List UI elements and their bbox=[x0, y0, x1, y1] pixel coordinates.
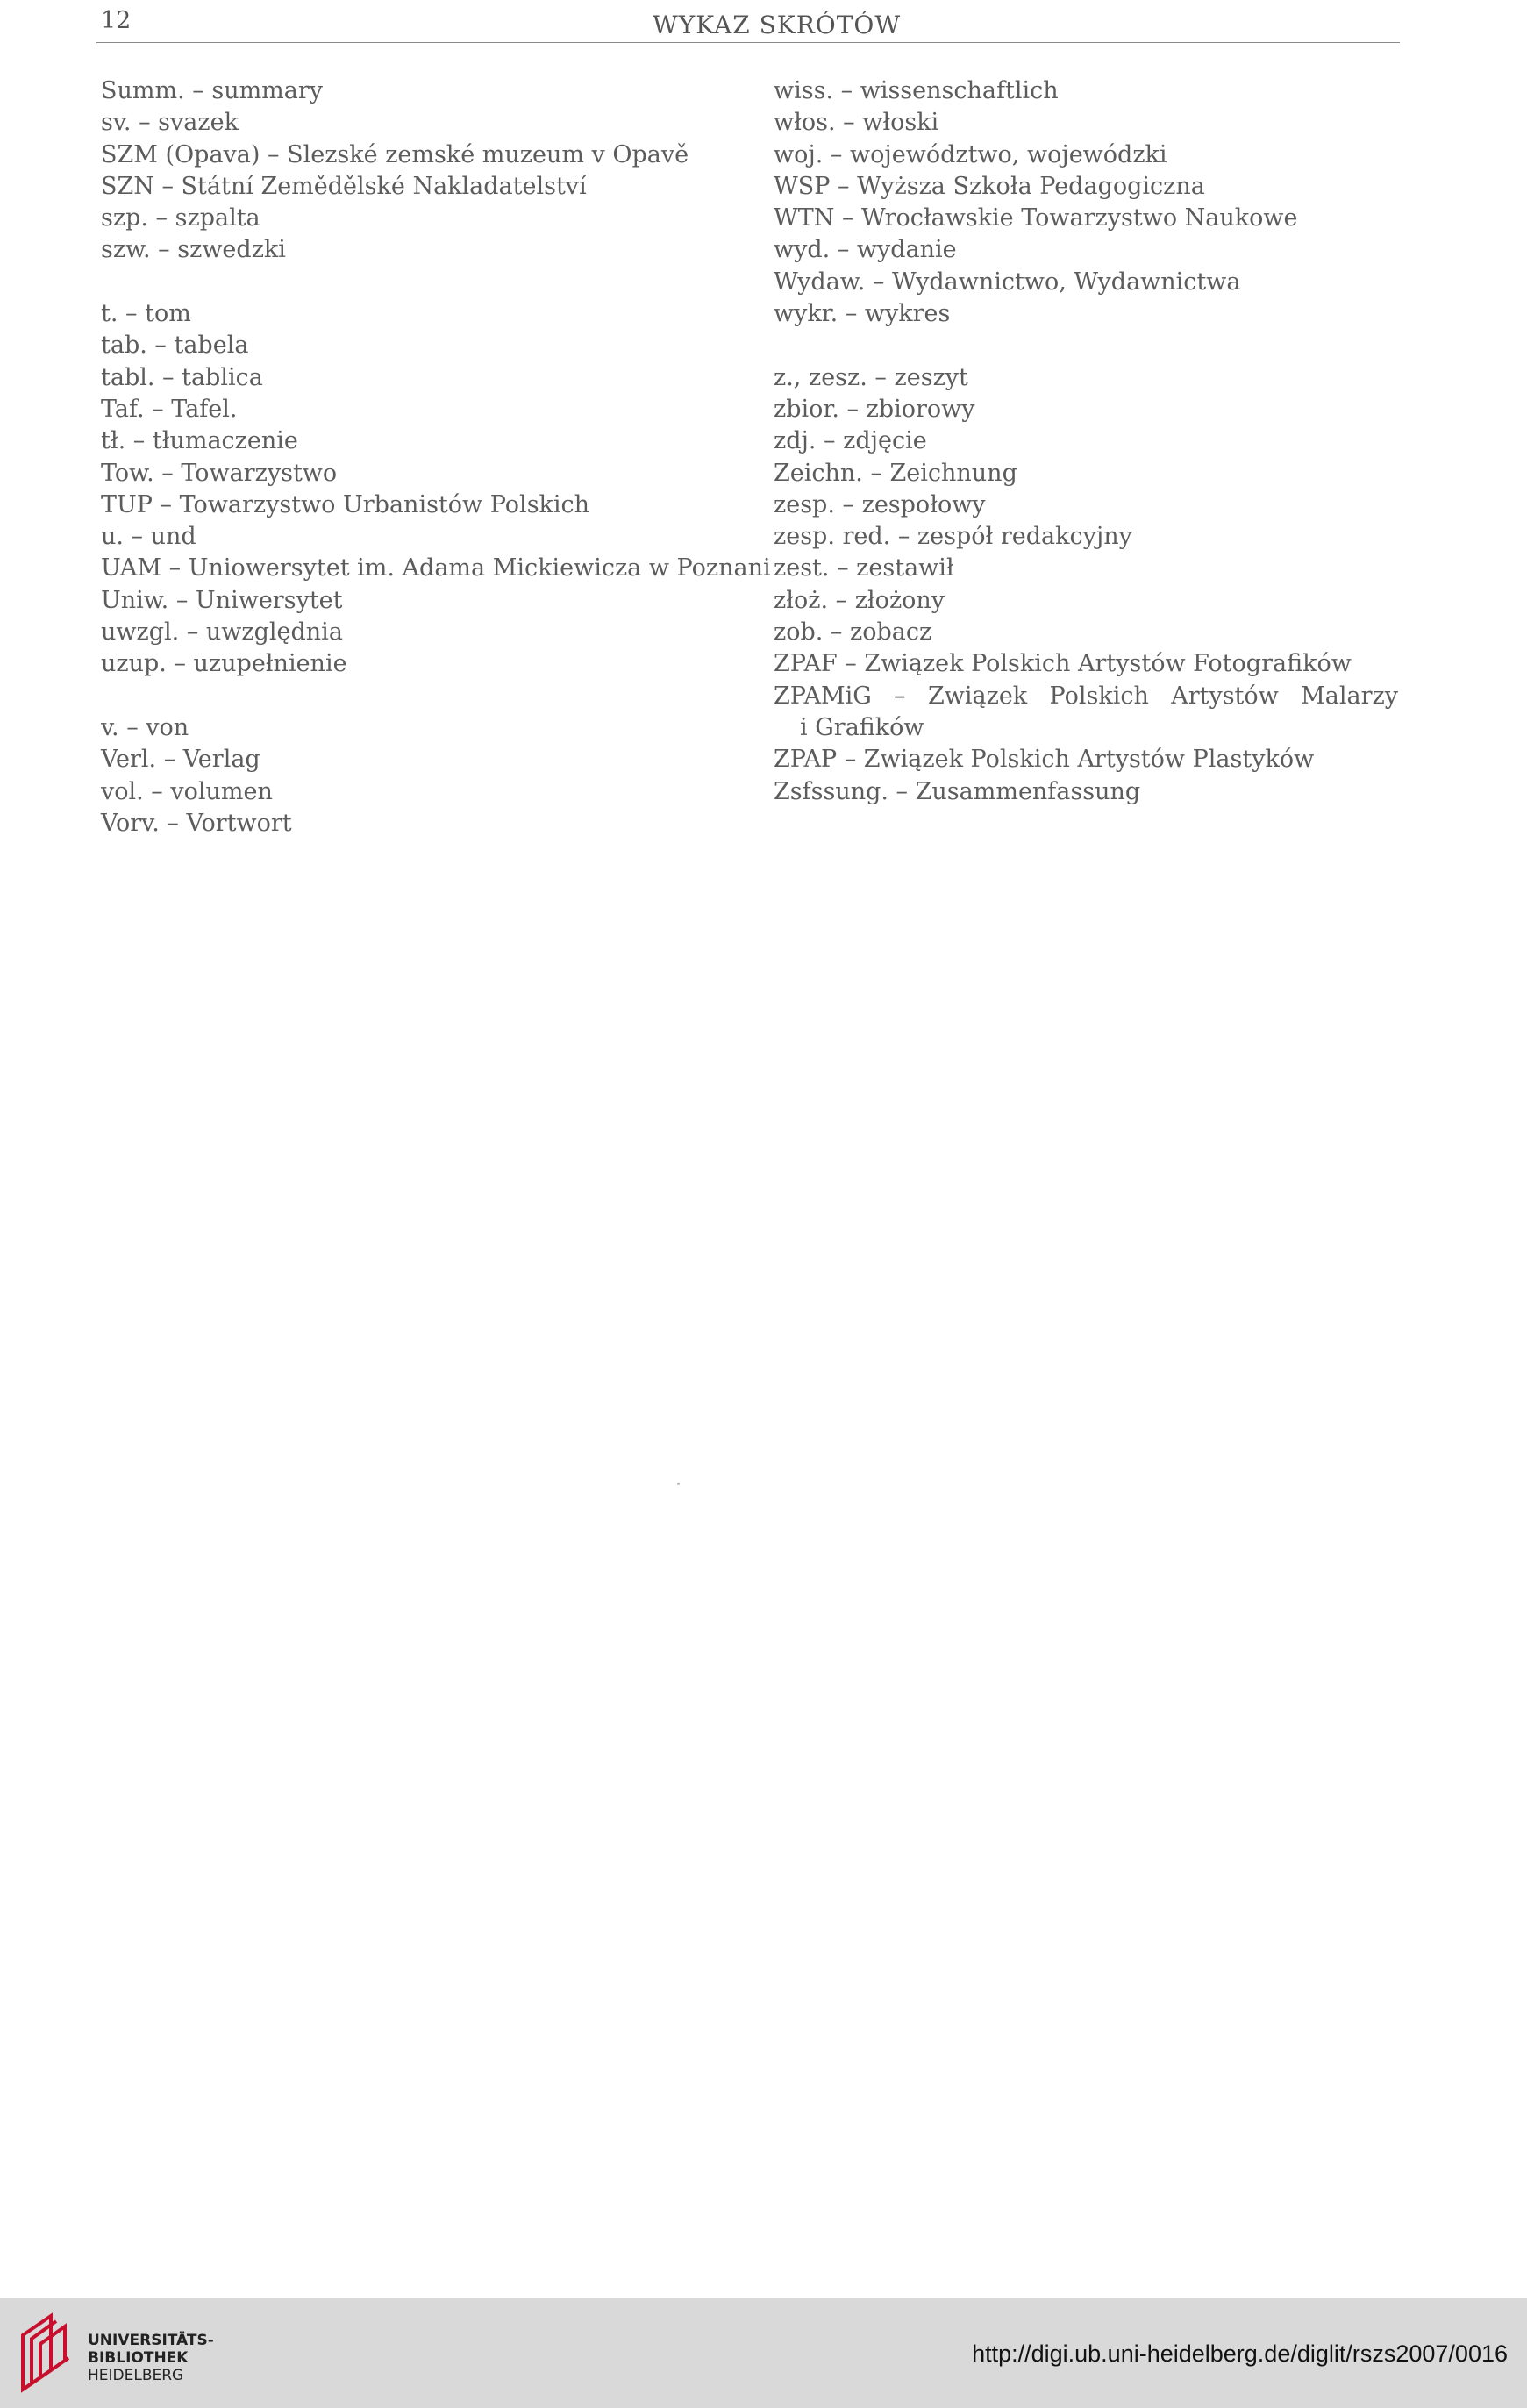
abbreviation-entry: tł. – tłumaczenie bbox=[101, 427, 298, 455]
abbreviation-entry: szw. – szwedzki bbox=[101, 236, 286, 264]
abbreviation-entry: ZPAF – Związek Polskich Artystów Fotografików bbox=[774, 650, 1352, 678]
abbreviation-entry: WTN – Wrocławskie Towarzystwo Naukowe bbox=[774, 204, 1298, 232]
abbreviation-entry: wiss. – wissenschaftlich bbox=[774, 77, 1059, 104]
scan-speck bbox=[677, 1483, 680, 1485]
abbreviation-entry: ZPAMiG – Związek Polskich Artystów Malarzy bbox=[774, 682, 1398, 710]
abbreviation-column-right bbox=[774, 75, 1398, 808]
abbreviation-entry: uwzgl. – uwzględnia bbox=[101, 618, 343, 647]
source-url-link[interactable]: http://digi.ub.uni-heidelberg.de/diglit/rszs2007/0016 bbox=[972, 2340, 1508, 2367]
abbreviation-entry: u. – und bbox=[101, 523, 196, 551]
logo-line-2: BIBLIOTHEK bbox=[88, 2349, 189, 2367]
abbreviation-entry: wyd. – wydanie bbox=[774, 236, 957, 264]
abbreviation-entry: Tow. – Towarzystwo bbox=[101, 459, 338, 487]
library-logo-text bbox=[88, 2332, 214, 2384]
abbreviation-entry: t. – tom bbox=[101, 300, 191, 328]
abbreviation-entry: wykr. – wykres bbox=[774, 300, 951, 328]
abbreviation-entry: Summ. – summary bbox=[101, 77, 324, 104]
abbreviation-entry: Verl. – Verlag bbox=[101, 746, 260, 774]
abbreviation-entry: złoż. – złożony bbox=[774, 586, 945, 614]
abbreviation-entry: Zsfssung. – Zusammenfassung bbox=[774, 777, 1141, 805]
abbreviation-entry: zesp. red. – zespół redakcyjny bbox=[774, 523, 1132, 551]
logo-line-3: HEIDELBERG bbox=[88, 2367, 184, 2384]
abbreviation-entry: vol. – volumen bbox=[101, 777, 273, 805]
abbreviation-entry: Wydaw. – Wydawnictwo, Wydawnictwa bbox=[774, 268, 1241, 296]
abbreviation-entry: ZPAP – Związek Polskich Artystów Plastyków bbox=[774, 746, 1315, 774]
abbreviation-entry: TUP – Towarzystwo Urbanistów Polskich bbox=[101, 490, 590, 518]
abbreviation-entry: tab. – tabela bbox=[101, 332, 249, 360]
abbreviation-entry: szp. – szpalta bbox=[101, 204, 260, 232]
abbreviation-entry: zbior. – zbiorowy bbox=[774, 395, 975, 423]
abbreviation-entry: Uniw. – Uniwersytet bbox=[101, 586, 343, 614]
abbreviation-entry: Vorv. – Vortwort bbox=[101, 809, 292, 837]
abbreviation-entry: sv. – svazek bbox=[101, 109, 239, 137]
header-rule bbox=[96, 42, 1400, 43]
abbreviation-entry: WSP – Wyższa Szkoła Pedagogiczna bbox=[774, 172, 1205, 200]
abbreviation-column-left bbox=[101, 75, 771, 840]
abbreviation-entry: Taf. – Tafel. bbox=[101, 395, 238, 423]
abbreviation-entry: zest. – zestawił bbox=[774, 554, 954, 582]
abbreviation-entry: zob. – zobacz bbox=[774, 618, 932, 647]
abbreviation-entry: uzup. – uzupełnienie bbox=[101, 650, 347, 678]
abbreviation-entry: SZM (Opava) – Slezské zemské muzeum v Opavě bbox=[101, 140, 689, 168]
library-logo-icon bbox=[16, 2309, 79, 2397]
abbreviation-entry: Zeichn. – Zeichnung bbox=[774, 459, 1017, 487]
abbreviation-entry: woj. – województwo, wojewódzki bbox=[774, 140, 1167, 168]
footer-bar bbox=[0, 2298, 1527, 2408]
page-number: 12 bbox=[101, 7, 132, 34]
abbreviation-entry: zdj. – zdjęcie bbox=[774, 427, 927, 455]
abbreviation-entry: z., zesz. – zeszyt bbox=[774, 363, 968, 391]
running-head: WYKAZ SKRÓTÓW bbox=[653, 11, 902, 39]
abbreviation-entry: SZN – Státní Zemědělské Nakladatelství bbox=[101, 172, 587, 200]
abbreviation-entry: włos. – włoski bbox=[774, 109, 939, 137]
abbreviation-entry: zesp. – zespołowy bbox=[774, 490, 986, 518]
logo-line-1: UNIVERSITÄTS- bbox=[88, 2332, 214, 2349]
abbreviation-entry: UAM – Uniowersytet im. Adama Mickiewicza w Poznani bbox=[101, 554, 771, 582]
abbreviation-entry: tabl. – tablica bbox=[101, 363, 263, 391]
abbreviation-entry: v. – von bbox=[101, 713, 189, 741]
abbreviation-entry-continuation: i Grafików bbox=[800, 713, 924, 741]
